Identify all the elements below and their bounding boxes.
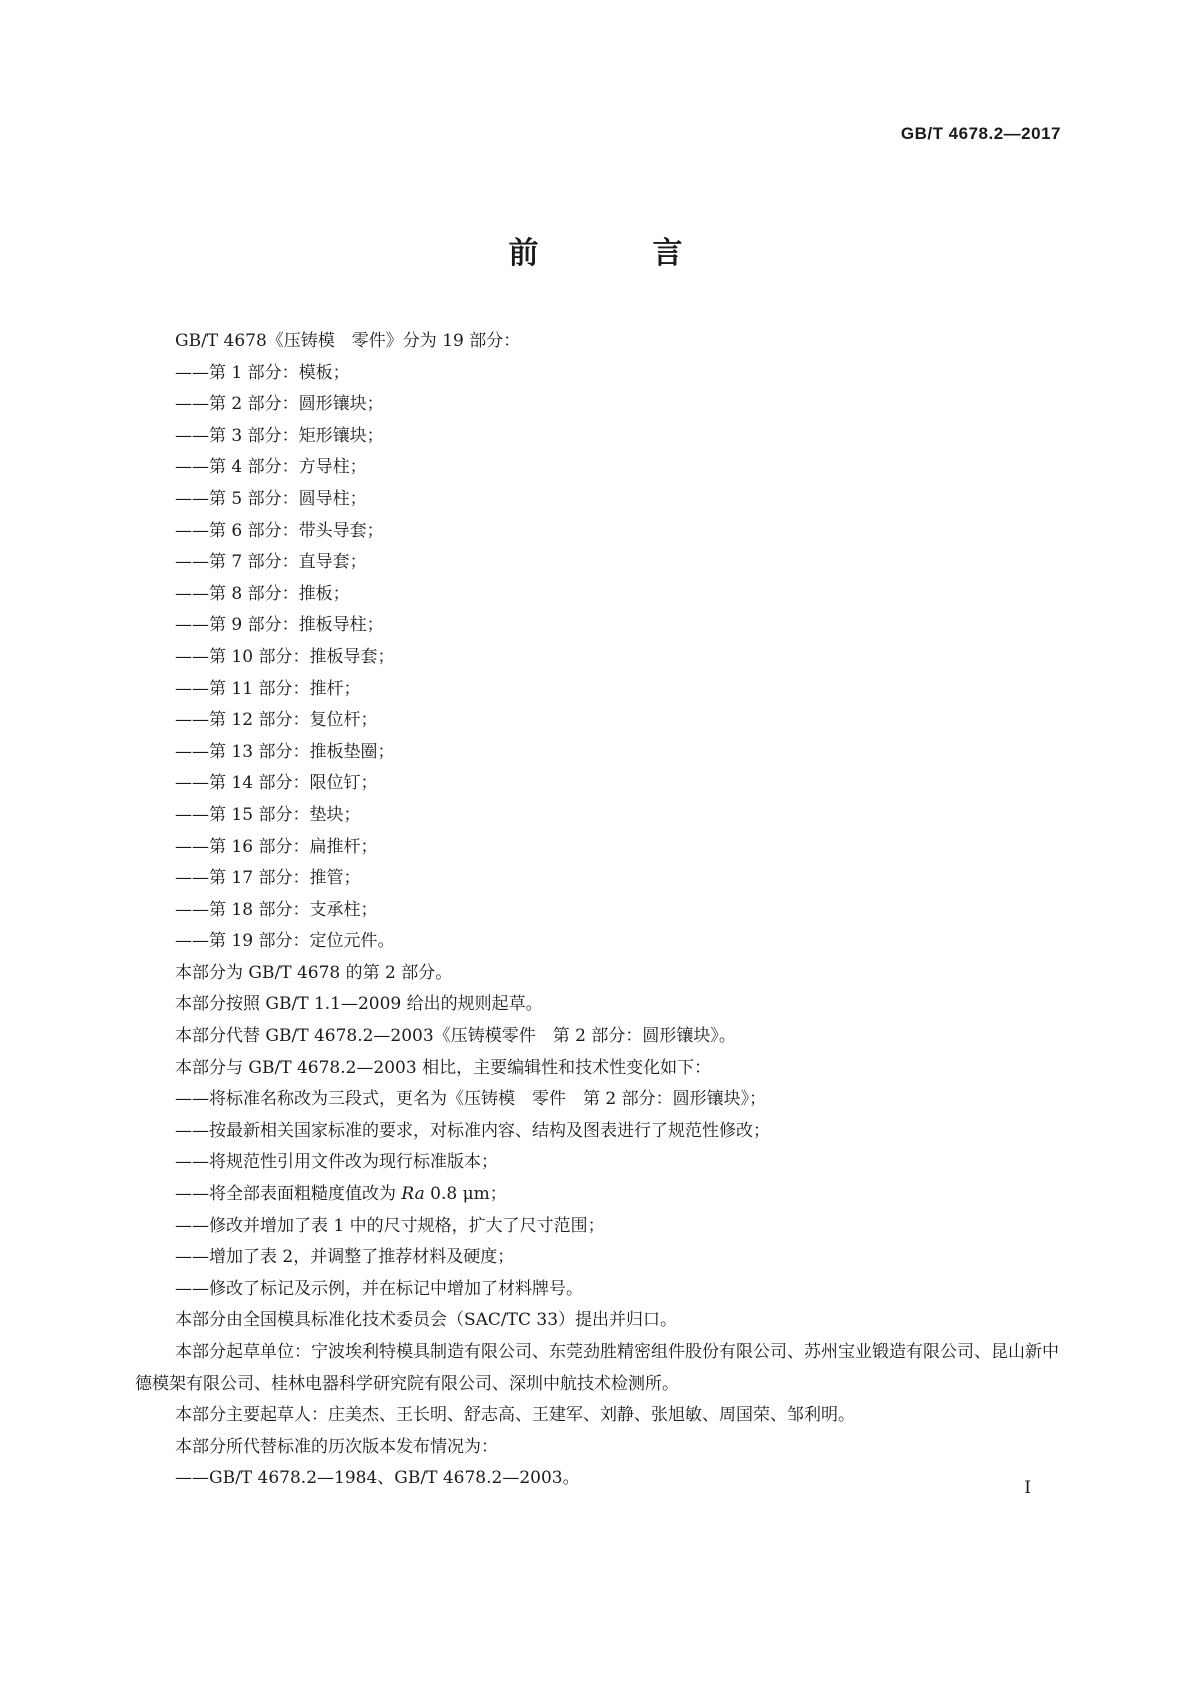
part-item: ——第 19 部分：定位元件。 [175, 931, 395, 952]
roughness-prefix: ——将全部表面粗糙度值改为 [175, 1184, 402, 1205]
drafted-paragraph: 本部分按照 GB/T 1.1—2009 给出的规则起草。 [175, 994, 543, 1015]
part-item: ——第 7 部分：直导套； [175, 552, 367, 573]
change-item: ——修改了标记及示例，并在标记中增加了材料牌号。 [175, 1278, 583, 1299]
part-item: ——第 3 部分：矩形镶块； [175, 425, 384, 446]
standard-code: GB/T 4678.2—2017 [900, 124, 1061, 143]
change-item: ——修改并增加了表 1 中的尺寸规格，扩大了尺寸范围； [175, 1215, 605, 1236]
roughness-symbol: Ra [401, 1184, 425, 1205]
roughness-suffix: 0.8 μm； [424, 1184, 507, 1205]
part-item: ——第 12 部分：复位杆； [175, 710, 378, 731]
part-item: ——第 13 部分：推板垫圈； [175, 741, 395, 762]
change-item: ——增加了表 2，并调整了推荐材料及硬度； [175, 1247, 515, 1268]
part-item: ——第 9 部分：推板导柱； [175, 615, 384, 636]
part-item: ——第 18 部分：支承柱； [175, 899, 378, 920]
part-item: ——第 17 部分：推管； [175, 868, 361, 889]
foreword-body [135, 326, 1070, 1495]
history-paragraph: 本部分所代替标准的历次版本发布情况为： [175, 1436, 498, 1457]
change-item: ——按最新相关国家标准的要求，对标准内容、结构及图表进行了规范性修改； [175, 1120, 770, 1141]
part-item: ——第 2 部分：圆形镶块； [175, 394, 384, 415]
part-item: ——第 14 部分：限位钉； [175, 773, 378, 794]
change-item: ——将规范性引用文件改为现行标准版本； [175, 1152, 498, 1173]
part-item: ——第 16 部分：扁推杆； [175, 836, 378, 857]
part-item: ——第 11 部分：推杆； [175, 678, 361, 699]
part-item: ——第 6 部分：带头导套； [175, 520, 384, 541]
replaces-paragraph: 本部分代替 GB/T 4678.2—2003《压铸模零件 第 2 部分：圆形镶块》。 [175, 1026, 736, 1047]
part-item: ——第 10 部分：推板导套； [175, 646, 395, 667]
part-item: ——第 4 部分：方导柱； [175, 457, 367, 478]
drafting-units-paragraph: 本部分起草单位：宁波埃利特模具制造有限公司、东莞劲胜精密组件股份有限公司、苏州宝业锻造有限公司、昆山新中德模架有限公司、桂林电器科学研究院有限公司、深圳中航技术检测所。 [135, 1342, 1059, 1394]
history-item: ——GB/T 4678.2—1984、GB/T 4678.2—2003。 [175, 1468, 580, 1489]
proposed-paragraph: 本部分由全国模具标准化技术委员会（SAC/TC 33）提出并归口。 [175, 1310, 678, 1331]
part-item: ——第 8 部分：推板； [175, 583, 350, 604]
part-of-paragraph: 本部分为 GB/T 4678 的第 2 部分。 [175, 962, 453, 983]
page-title: 前 言 [508, 236, 725, 271]
part-item: ——第 1 部分：模板； [175, 362, 350, 383]
intro-paragraph: GB/T 4678《压铸模 零件》分为 19 部分： [175, 331, 521, 351]
part-item: ——第 15 部分：垫块； [175, 804, 361, 825]
change-item: ——将标准名称改为三段式，更名为《压铸模 零件 第 2 部分：圆形镶块》； [175, 1089, 767, 1110]
drafters-paragraph: 本部分主要起草人：庄美杰、王长明、舒志高、王建军、刘静、张旭敏、周国荣、邹利明。 [175, 1405, 855, 1426]
part-item: ——第 5 部分：圆导柱； [175, 488, 367, 509]
change-item-roughness [135, 1179, 1070, 1211]
page-number: I [1024, 1478, 1031, 1498]
changes-paragraph: 本部分与 GB/T 4678.2—2003 相比，主要编辑性和技术性变化如下： [175, 1057, 712, 1078]
